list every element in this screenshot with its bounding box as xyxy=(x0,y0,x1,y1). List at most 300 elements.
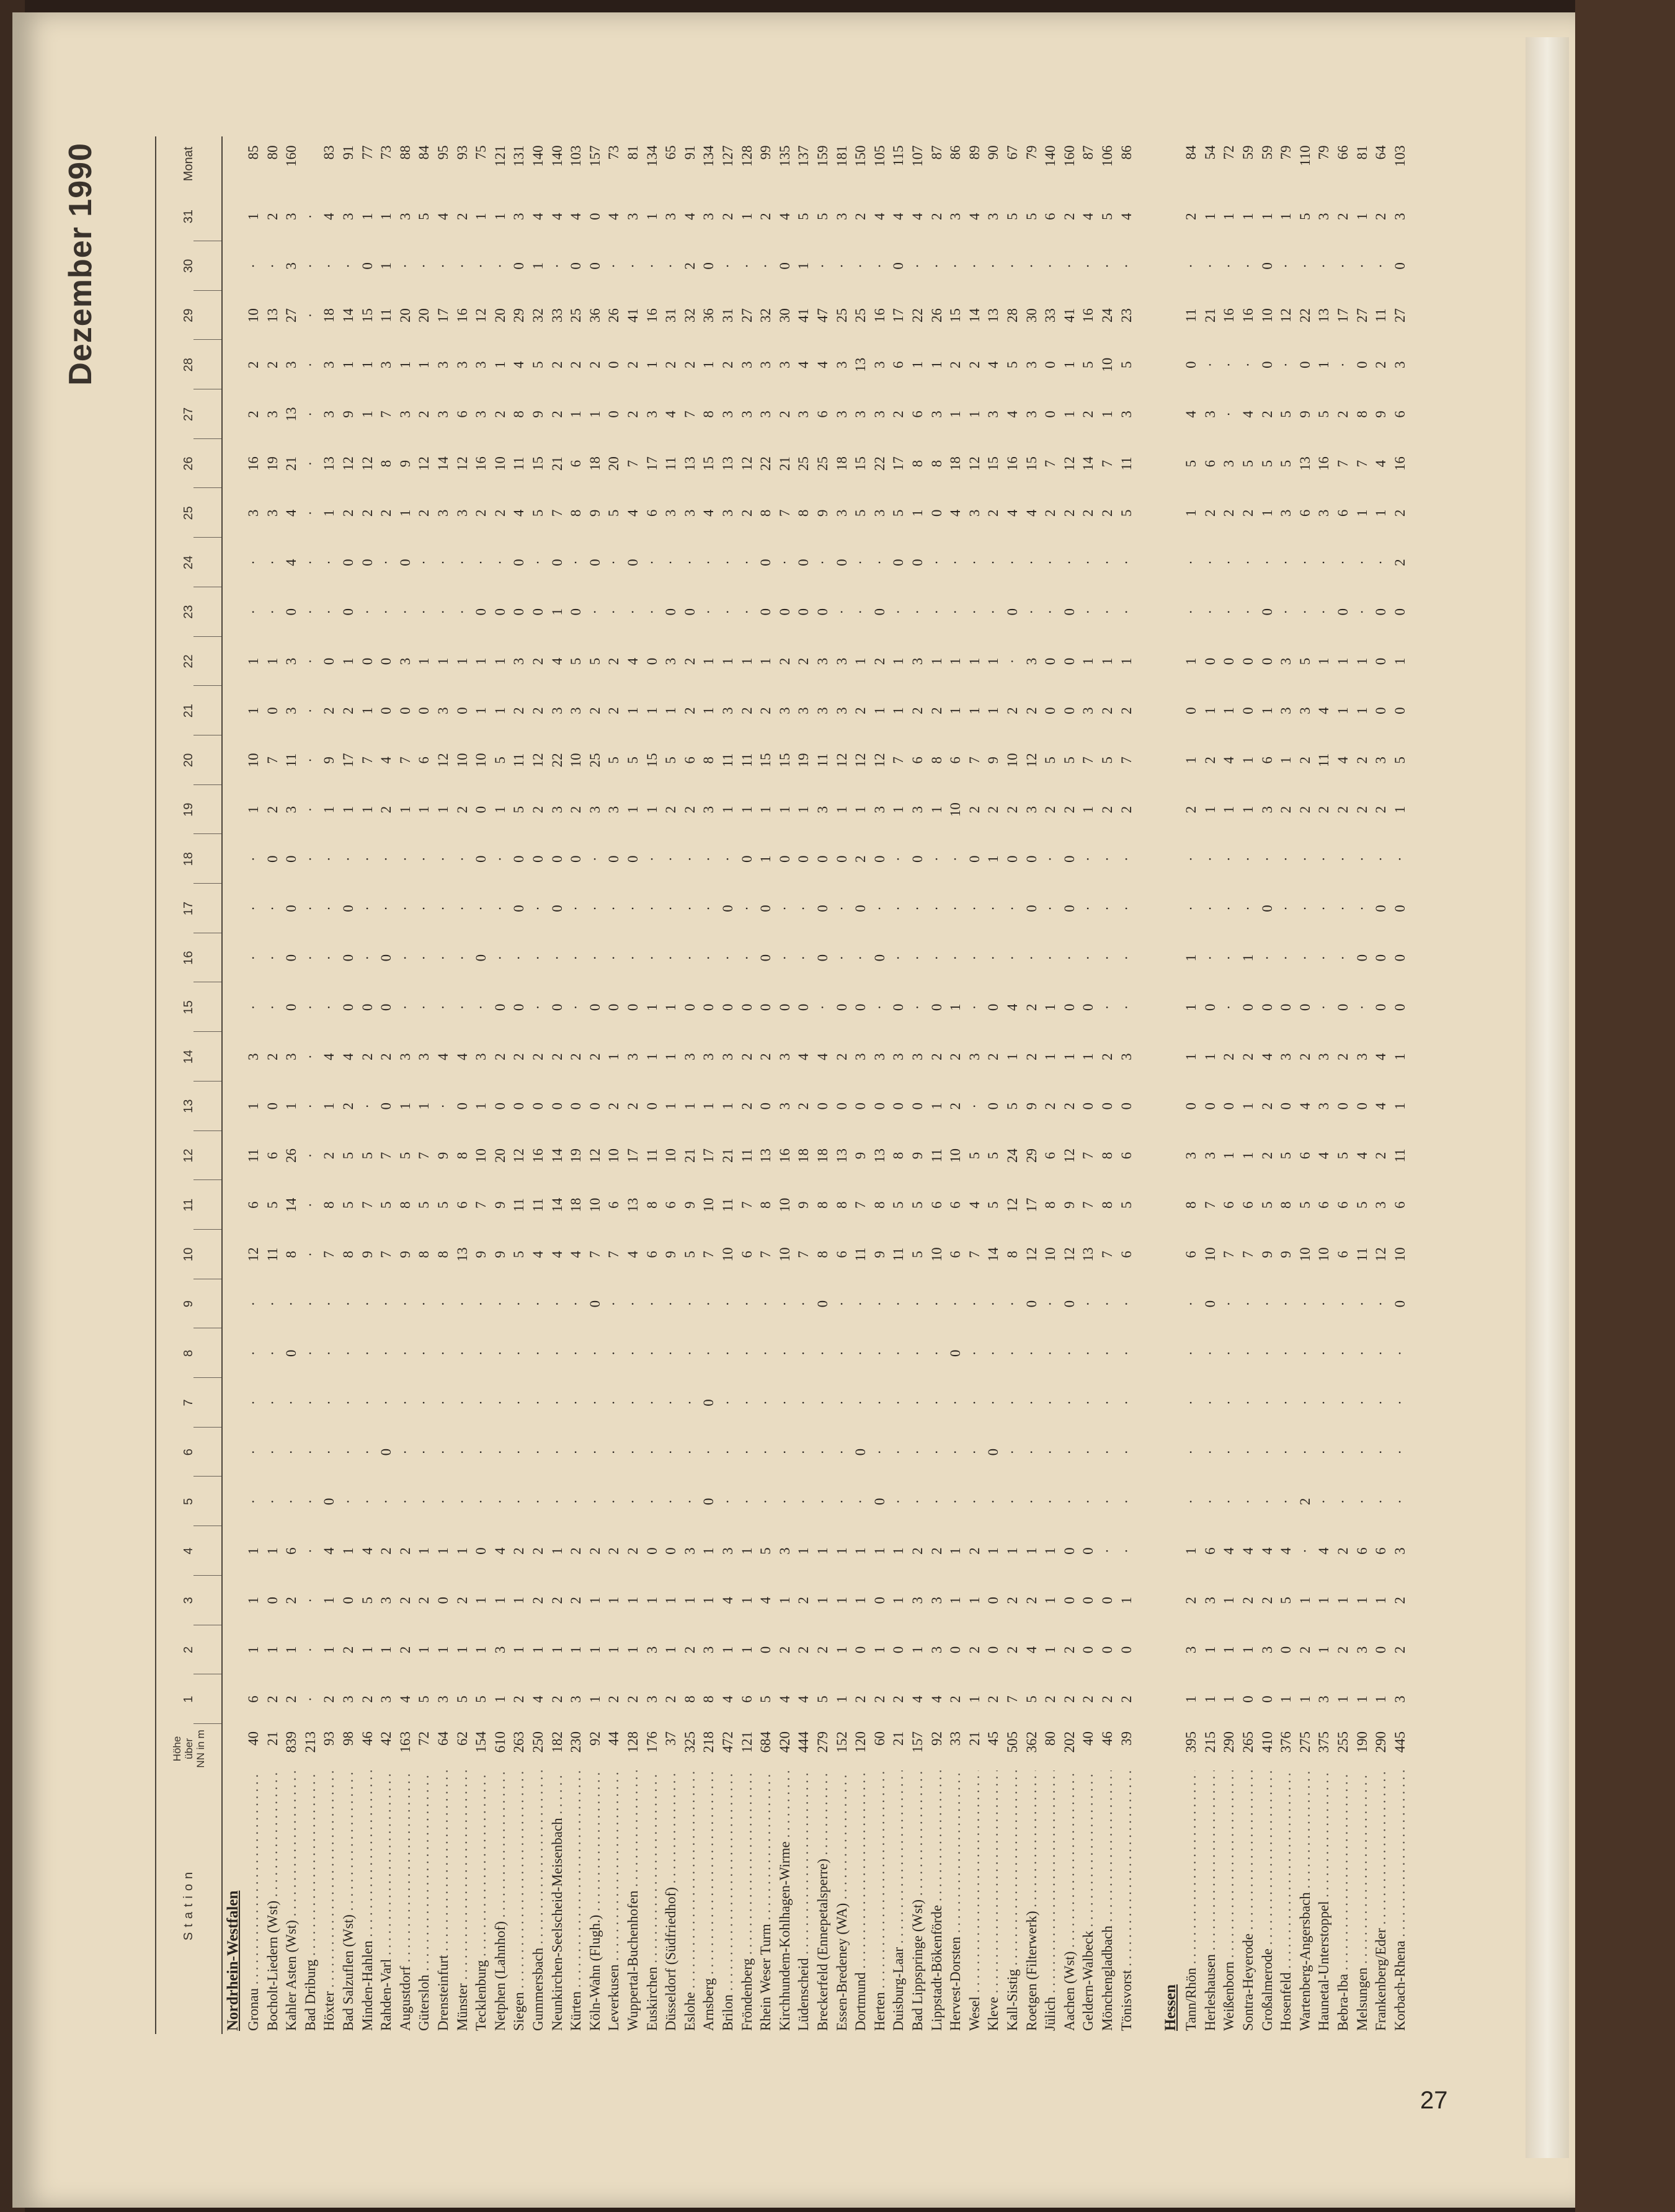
day-value: 27 xyxy=(283,308,300,323)
day-value: 5 xyxy=(815,1695,830,1703)
day-value: · xyxy=(1183,1449,1199,1455)
day-value: 14 xyxy=(966,308,982,323)
monat-value: 65 xyxy=(663,145,679,160)
day-value: 4 xyxy=(625,1251,641,1258)
day-value: 8 xyxy=(397,1201,413,1209)
day-value: 1 xyxy=(739,213,755,220)
day-value: · xyxy=(891,1400,907,1405)
day-value: 4 xyxy=(1240,1547,1256,1555)
day-value: 3 xyxy=(871,806,887,814)
day-value: · xyxy=(454,906,470,911)
day-value: 17 xyxy=(701,1148,717,1163)
day-value: · xyxy=(1354,1351,1370,1356)
table-row xyxy=(815,136,834,2034)
day-value: 2 xyxy=(853,213,869,220)
day-value: 4 xyxy=(948,509,964,517)
day-value: · xyxy=(928,609,944,615)
day-value: 1 xyxy=(492,657,508,665)
day-value: 1 xyxy=(435,1646,451,1654)
table-row xyxy=(758,136,777,2034)
day-value: · xyxy=(1354,1400,1370,1405)
station-hoehe: 213 xyxy=(303,1731,319,1769)
day-value: · xyxy=(853,560,869,565)
day-value: 19 xyxy=(264,456,280,471)
day-value: 6 xyxy=(1118,1251,1134,1258)
monat-value: 131 xyxy=(511,145,527,167)
day-value: 0 xyxy=(1100,1597,1115,1604)
day-value: 2 xyxy=(1005,806,1020,814)
day-value: 0 xyxy=(1061,1597,1077,1604)
day-value: 1 xyxy=(1202,1646,1218,1654)
table-row xyxy=(701,136,720,2034)
day-value: 5 xyxy=(1118,1201,1134,1209)
table-row xyxy=(378,136,398,2034)
day-value: 0 xyxy=(568,262,584,270)
day-value: 1 xyxy=(454,1547,470,1555)
header-hoehe-line1: Höhe über xyxy=(171,1736,195,1762)
day-value: 7 xyxy=(1005,1695,1020,1703)
day-value: 1 xyxy=(701,707,717,714)
day-value: 1 xyxy=(1240,1103,1256,1110)
day-value: 1 xyxy=(891,806,907,814)
day-value: · xyxy=(1240,1351,1256,1356)
header-day: 17 xyxy=(182,901,195,916)
day-value: 25 xyxy=(833,308,850,323)
day-value: 2 xyxy=(1061,1103,1077,1110)
day-value: · xyxy=(378,560,394,565)
day-value: · xyxy=(1335,906,1351,911)
day-value: · xyxy=(1392,856,1408,862)
day-value: 2 xyxy=(1023,1053,1039,1060)
day-value: 0 xyxy=(1042,657,1059,665)
day-value: · xyxy=(1080,906,1096,911)
day-value: 2 xyxy=(568,361,584,368)
day-value: · xyxy=(625,264,641,269)
day-value: 1 xyxy=(435,1547,451,1555)
day-value: 4 xyxy=(720,1597,735,1604)
table-row xyxy=(1100,136,1119,2034)
day-value: · xyxy=(796,1499,812,1504)
day-value: 2 xyxy=(739,1103,755,1110)
day-value: 12 xyxy=(359,456,375,471)
day-value: · xyxy=(985,1301,1002,1307)
day-value: · xyxy=(644,609,660,615)
day-value: 5 xyxy=(1183,460,1199,468)
day-value: · xyxy=(966,264,982,269)
day-value: · xyxy=(853,264,869,269)
day-value: 1 xyxy=(853,1547,869,1555)
table-row xyxy=(1183,136,1202,2034)
day-value: 2 xyxy=(1023,1597,1039,1604)
day-value: · xyxy=(910,609,925,615)
monat-value: 85 xyxy=(246,145,261,160)
day-value: 2 xyxy=(264,213,280,220)
day-value: 7 xyxy=(416,1152,432,1160)
day-value: 32 xyxy=(530,308,546,323)
day-value: 2 xyxy=(587,1053,603,1060)
day-value: 4 xyxy=(511,509,527,517)
day-value: 8 xyxy=(758,509,774,517)
station-hoehe: 610 xyxy=(492,1731,509,1769)
day-value: 3 xyxy=(1297,707,1313,714)
day-value: 0 xyxy=(1202,657,1218,665)
day-value: 0 xyxy=(853,1448,869,1456)
day-value: 0 xyxy=(1080,1103,1096,1110)
header-day: 6 xyxy=(182,1449,195,1456)
day-value: 11 xyxy=(1354,1247,1370,1261)
day-value: 3 xyxy=(985,213,1002,220)
station-hoehe: 40 xyxy=(1080,1731,1096,1769)
monat-value: 150 xyxy=(853,145,869,167)
day-value: 9 xyxy=(1278,1251,1294,1258)
day-value: 1 xyxy=(321,1597,337,1604)
day-value: 7 xyxy=(853,1201,869,1209)
day-value: · xyxy=(549,1449,565,1455)
day-value: 9 xyxy=(853,1152,869,1160)
day-value: · xyxy=(701,955,717,961)
table-row xyxy=(872,136,891,2034)
day-value: · xyxy=(1023,1499,1039,1504)
day-value: 5 xyxy=(587,657,603,665)
day-value: 9 xyxy=(492,1251,508,1258)
day-value: · xyxy=(928,264,944,269)
table-row xyxy=(511,136,530,2034)
day-value: · xyxy=(264,560,280,565)
day-value: 4 xyxy=(321,1547,337,1555)
day-value: · xyxy=(1392,1400,1408,1405)
day-value: 1 xyxy=(1259,509,1275,517)
day-value: · xyxy=(264,906,280,911)
day-value: 0 xyxy=(587,559,603,566)
day-value: 0 xyxy=(1061,1300,1077,1308)
day-value: 36 xyxy=(701,308,717,323)
day-value: 1 xyxy=(663,707,679,714)
monat-value: 105 xyxy=(871,145,887,167)
day-value: 0 xyxy=(1221,657,1237,665)
day-value: · xyxy=(587,1400,603,1405)
day-value: 0 xyxy=(758,905,774,912)
day-value: 1 xyxy=(1061,361,1077,368)
day-value: · xyxy=(397,1351,413,1356)
day-value: 3 xyxy=(776,361,793,368)
monat-value: 89 xyxy=(966,145,982,160)
day-value: 2 xyxy=(1118,806,1134,814)
day-value: 0 xyxy=(1061,905,1077,912)
day-value: 11 xyxy=(720,1198,735,1212)
day-value: 3 xyxy=(682,509,698,517)
station-hoehe: 154 xyxy=(473,1731,489,1769)
day-value: 2 xyxy=(397,1646,413,1654)
day-value: 1 xyxy=(492,1597,508,1604)
day-value: 2 xyxy=(891,1695,907,1703)
day-value: 1 xyxy=(359,707,375,714)
day-value: 2 xyxy=(530,657,546,665)
day-value: 1 xyxy=(948,1597,964,1604)
table-row xyxy=(360,136,379,2034)
station-hoehe: 325 xyxy=(682,1731,698,1769)
day-value: · xyxy=(701,906,717,911)
day-value: 10 xyxy=(1297,1247,1313,1262)
day-value: · xyxy=(397,955,413,961)
day-value: 12 xyxy=(739,456,755,471)
day-value: 1 xyxy=(815,1597,830,1604)
day-value: 1 xyxy=(985,657,1002,665)
day-value: 0 xyxy=(1259,1003,1275,1011)
monat-value: 103 xyxy=(1392,145,1408,167)
day-value: 1 xyxy=(1221,806,1237,814)
day-value: · xyxy=(435,1499,451,1504)
day-value: 2 xyxy=(283,1695,300,1703)
monat-value: 91 xyxy=(682,145,698,160)
day-value: 2 xyxy=(1392,509,1408,517)
day-value: 1 xyxy=(1316,1597,1332,1604)
day-value: 1 xyxy=(928,657,944,665)
monat-value: 54 xyxy=(1202,145,1218,160)
day-value: · xyxy=(511,1449,527,1455)
day-value: · xyxy=(1005,1301,1020,1307)
day-value: · xyxy=(1240,1449,1256,1455)
day-value: 0 xyxy=(549,559,565,566)
day-value: 8 xyxy=(1100,1201,1115,1209)
day-value: 8 xyxy=(833,1201,850,1209)
day-value: · xyxy=(928,856,944,862)
day-value: 2 xyxy=(378,1053,394,1060)
day-value: 1 xyxy=(1221,1152,1237,1160)
day-value: · xyxy=(283,1449,300,1455)
day-value: 2 xyxy=(1061,213,1077,220)
day-value: 11 xyxy=(1392,1148,1408,1163)
day-value: 2 xyxy=(758,707,774,714)
day-value: 5 xyxy=(1023,1695,1039,1703)
day-value: 10 xyxy=(1042,1247,1059,1262)
day-value: 25 xyxy=(796,456,812,471)
day-value: 3 xyxy=(910,1597,925,1604)
day-value: 1 xyxy=(1080,1053,1096,1060)
header-day: 26 xyxy=(182,456,195,471)
day-value: · xyxy=(833,1499,850,1504)
day-value: 6 xyxy=(891,361,907,368)
day-value: 0 xyxy=(1392,707,1408,714)
day-value: · xyxy=(454,856,470,862)
day-value: 5 xyxy=(682,1251,698,1258)
day-value: 18 xyxy=(815,1148,830,1163)
day-value: · xyxy=(416,1400,432,1405)
day-value: 1 xyxy=(1392,806,1408,814)
day-value: · xyxy=(1202,560,1218,565)
header-day: 23 xyxy=(182,605,195,619)
day-value: · xyxy=(891,609,907,615)
day-value: · xyxy=(928,1449,944,1455)
station-name: Arnsberg . . . xyxy=(701,1770,717,2031)
day-value: 10 xyxy=(473,1148,489,1163)
day-value: 14 xyxy=(985,1247,1002,1262)
day-value: 2 xyxy=(1297,1646,1313,1654)
day-value: · xyxy=(948,1449,964,1455)
day-value: 1 xyxy=(1061,411,1077,418)
day-value: · xyxy=(1100,1499,1115,1504)
header-separator xyxy=(193,1427,221,1428)
day-value: 2 xyxy=(928,213,944,220)
day-value: 2 xyxy=(776,1646,793,1654)
day-value: · xyxy=(1354,264,1370,269)
day-value: 2 xyxy=(264,806,280,814)
station-hoehe: 128 xyxy=(625,1731,641,1769)
day-value: 1 xyxy=(833,1547,850,1555)
rotated-table-area xyxy=(63,136,1445,2034)
day-value: 4 xyxy=(1316,707,1332,714)
day-value: 5 xyxy=(1335,1152,1351,1160)
day-value: 0 xyxy=(871,855,887,863)
header-day: 11 xyxy=(182,1198,195,1212)
day-value: 0 xyxy=(1259,905,1275,912)
day-value: · xyxy=(435,264,451,269)
day-value: 32 xyxy=(758,308,774,323)
day-value: · xyxy=(720,856,735,862)
day-value: 2 xyxy=(1042,1103,1059,1110)
day-value: · xyxy=(1042,1449,1059,1455)
day-value: 5 xyxy=(1023,213,1039,220)
day-value: 3 xyxy=(397,657,413,665)
station-name: Bocholt-Liedern (Wst) . . . xyxy=(265,1770,281,2031)
day-value: 0 xyxy=(473,608,489,616)
day-value: 17 xyxy=(1023,1197,1039,1212)
station-hoehe: 163 xyxy=(398,1731,414,1769)
day-value: · xyxy=(1100,560,1115,565)
day-value: · xyxy=(1023,609,1039,615)
day-value: 6 xyxy=(928,1201,944,1209)
day-value: · xyxy=(625,955,641,961)
day-value: 6 xyxy=(910,411,925,418)
day-value: 8 xyxy=(815,1201,830,1209)
day-value: 2 xyxy=(416,509,432,517)
day-value: 5 xyxy=(1259,1201,1275,1209)
day-value: 0 xyxy=(340,559,356,566)
day-value: 12 xyxy=(1373,1247,1389,1262)
header-day: 20 xyxy=(182,753,195,767)
day-value: 17 xyxy=(1335,308,1351,323)
day-value: 7 xyxy=(966,757,982,764)
day-value: · xyxy=(891,955,907,961)
day-value: 0 xyxy=(1202,1103,1218,1110)
day-value: 16 xyxy=(1392,456,1408,471)
day-value: 17 xyxy=(435,308,451,323)
day-value: · xyxy=(1354,560,1370,565)
day-value: · xyxy=(644,264,660,269)
day-value: 2 xyxy=(511,1547,527,1555)
day-value: 2 xyxy=(530,806,546,814)
day-value: 2 xyxy=(1354,757,1370,764)
day-value: · xyxy=(302,1597,318,1603)
day-value: 0 xyxy=(454,1103,470,1110)
station-name: Weißenborn . . . xyxy=(1221,1770,1237,2031)
day-value: 6 xyxy=(454,1201,470,1209)
day-value: 0 xyxy=(606,411,622,418)
station-name: Geldern-Walbeck . . . xyxy=(1080,1770,1096,2031)
day-value: 0 xyxy=(928,509,944,517)
day-value: 11 xyxy=(264,1247,280,1261)
day-value: · xyxy=(833,609,850,615)
day-value: 3 xyxy=(283,657,300,665)
day-value: · xyxy=(1278,560,1294,565)
day-value: · xyxy=(397,1449,413,1455)
day-value: 2 xyxy=(910,1547,925,1555)
day-value: · xyxy=(796,1449,812,1455)
day-value: · xyxy=(340,1351,356,1356)
day-value: 15 xyxy=(758,753,774,768)
day-value: · xyxy=(416,1005,432,1010)
station-hoehe: 39 xyxy=(1119,1731,1135,1769)
day-value: · xyxy=(720,1499,735,1504)
day-value: 3 xyxy=(1202,1152,1218,1160)
table-row xyxy=(1240,136,1260,2034)
day-value: 4 xyxy=(321,213,337,220)
day-value: 14 xyxy=(340,308,356,323)
header-separator xyxy=(193,1081,221,1082)
day-value: · xyxy=(1278,1449,1294,1455)
day-value: 0 xyxy=(871,1597,887,1604)
day-value: · xyxy=(1316,1499,1332,1504)
day-value: 0 xyxy=(549,905,565,912)
table-row xyxy=(929,136,948,2034)
day-value: 14 xyxy=(549,1148,565,1163)
day-value: · xyxy=(1005,906,1020,911)
day-value: · xyxy=(1202,955,1218,961)
day-value: · xyxy=(1221,264,1237,269)
day-value: · xyxy=(378,1499,394,1504)
day-value: 11 xyxy=(511,1198,527,1212)
day-value: · xyxy=(454,1449,470,1455)
day-value: · xyxy=(568,1449,584,1455)
day-value: 2 xyxy=(1100,1695,1115,1703)
day-value: · xyxy=(815,1499,830,1504)
day-value: · xyxy=(378,906,394,911)
day-value: 1 xyxy=(246,1646,261,1654)
monat-value: 81 xyxy=(625,145,641,160)
monat-value: 140 xyxy=(530,145,546,167)
day-value: 1 xyxy=(340,657,356,665)
day-value: 5 xyxy=(1316,411,1332,418)
station-name: Gütersloh . . . xyxy=(416,1770,432,2031)
day-value: 5 xyxy=(910,1251,925,1258)
station-name: Euskirchen . . . xyxy=(644,1770,660,2031)
day-value: 4 xyxy=(1278,1547,1294,1555)
station-name: Großalmerode . . . xyxy=(1260,1770,1276,2031)
day-value: 2 xyxy=(1297,806,1313,814)
day-value: 1 xyxy=(264,1547,280,1555)
day-value: · xyxy=(1202,264,1218,269)
day-value: 3 xyxy=(454,361,470,368)
day-value: 1 xyxy=(283,1646,300,1654)
day-value: 8 xyxy=(928,460,944,468)
day-value: 13 xyxy=(985,308,1002,323)
day-value: 5 xyxy=(454,1695,470,1703)
day-value: 7 xyxy=(397,757,413,764)
day-value: 11 xyxy=(1118,456,1134,471)
group-title: Hessen xyxy=(1162,1984,1180,2031)
monat-value: 87 xyxy=(1080,145,1096,160)
day-value: 1 xyxy=(246,707,261,714)
day-value: 7 xyxy=(378,411,394,418)
monat-value: 64 xyxy=(1373,145,1389,160)
day-value: 1 xyxy=(1297,1695,1313,1703)
day-value: 1 xyxy=(701,1597,717,1604)
day-value: 13 xyxy=(454,1247,470,1262)
station-hoehe: 46 xyxy=(360,1731,376,1769)
day-value: 1 xyxy=(853,1597,869,1604)
day-value: 0 xyxy=(1297,1003,1313,1011)
day-value: 2 xyxy=(1373,806,1389,814)
day-value: · xyxy=(587,856,603,862)
